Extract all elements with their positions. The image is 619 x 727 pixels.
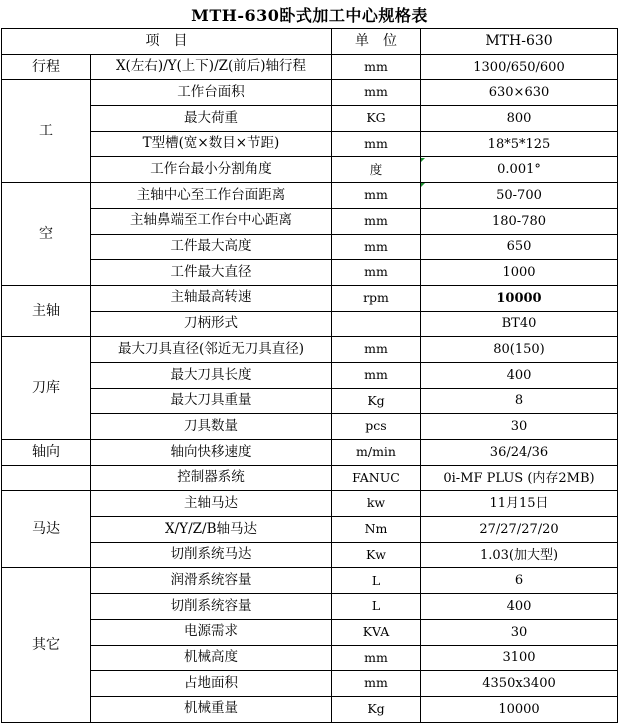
table-row: [2, 131, 618, 157]
unit-cell: mm: [332, 131, 421, 157]
value-cell: 650: [421, 234, 618, 260]
value-cell: 10000: [421, 285, 618, 311]
table-header-row: [2, 29, 618, 55]
value-cell: 800: [421, 106, 618, 132]
item-cell: 工件最大直径: [91, 260, 332, 286]
value-cell: 0.001°: [421, 157, 618, 183]
item-cell: T型槽(宽×数目×节距): [91, 131, 332, 157]
unit-cell: mm: [332, 54, 421, 80]
category-cell: 工: [2, 80, 91, 183]
item-cell: 工作台最小分割角度: [91, 157, 332, 183]
item-cell: 刀柄形式: [91, 311, 332, 337]
value-cell: 50-700: [421, 183, 618, 209]
value-cell: 400: [421, 594, 618, 620]
value-cell: 8: [421, 388, 618, 414]
header-model: MTH-630: [421, 29, 618, 55]
category-cell: 马达: [2, 491, 91, 568]
item-cell: 主轴鼻端至工作台中心距离: [91, 208, 332, 234]
item-cell: 最大刀具长度: [91, 362, 332, 388]
unit-cell: Kg: [332, 388, 421, 414]
category-cell: 空: [2, 183, 91, 286]
item-cell: X/Y/Z/B轴马达: [91, 517, 332, 543]
unit-cell: mm: [332, 362, 421, 388]
table-row: [2, 645, 618, 671]
unit-cell: KG: [332, 106, 421, 132]
spec-table: [1, 28, 618, 723]
unit-cell: [332, 311, 421, 337]
table-row: [2, 106, 618, 132]
value-cell: 80(150): [421, 337, 618, 363]
value-cell: 180-780: [421, 208, 618, 234]
table-row: [2, 517, 618, 543]
table-row: [2, 183, 618, 209]
category-cell: 刀库: [2, 337, 91, 440]
category-cell: 其它: [2, 568, 91, 722]
unit-cell: pcs: [332, 414, 421, 440]
unit-cell: kw: [332, 491, 421, 517]
value-cell: 10000: [421, 696, 618, 722]
unit-cell: rpm: [332, 285, 421, 311]
table-row: [2, 234, 618, 260]
item-cell: 工作台面积: [91, 80, 332, 106]
table-row: [2, 619, 618, 645]
table-row: [2, 568, 618, 594]
item-cell: 最大刀具直径(邻近无刀具直径): [91, 337, 332, 363]
table-row: [2, 80, 618, 106]
item-cell: 最大刀具重量: [91, 388, 332, 414]
cell-comment-marker: [421, 158, 425, 162]
table-row: [2, 54, 618, 80]
unit-cell: mm: [332, 260, 421, 286]
table-row: [2, 311, 618, 337]
unit-cell: mm: [332, 80, 421, 106]
item-cell: 机械高度: [91, 645, 332, 671]
value-cell: 6: [421, 568, 618, 594]
header-unit: 单 位: [332, 29, 421, 55]
item-cell: 控制器系统: [91, 465, 332, 491]
unit-cell: m/min: [332, 440, 421, 466]
category-cell: [2, 465, 91, 491]
unit-cell: 度: [332, 157, 421, 183]
unit-cell: Kg: [332, 696, 421, 722]
item-cell: 工件最大高度: [91, 234, 332, 260]
unit-cell: mm: [332, 337, 421, 363]
value-cell: 1.03(加大型): [421, 542, 618, 568]
value-cell: 3100: [421, 645, 618, 671]
value-cell: 18*5*125: [421, 131, 618, 157]
table-row: [2, 542, 618, 568]
unit-cell: mm: [332, 234, 421, 260]
cell-comment-marker: [421, 183, 425, 187]
value-cell: 0i-MF PLUS (内存2MB): [421, 465, 618, 491]
category-cell: 轴向: [2, 440, 91, 466]
table-row: [2, 696, 618, 722]
unit-cell: mm: [332, 208, 421, 234]
value-cell: 30: [421, 619, 618, 645]
value-cell: 36/24/36: [421, 440, 618, 466]
value-cell: 11月15日: [421, 491, 618, 517]
item-cell: 占地面积: [91, 671, 332, 697]
table-row: [2, 465, 618, 491]
unit-cell: Nm: [332, 517, 421, 543]
sheet-title: MTH-630卧式加工中心规格表: [191, 5, 428, 25]
item-cell: X(左右)/Y(上下)/Z(前后)轴行程: [91, 54, 332, 80]
table-row: [2, 491, 618, 517]
table-row: [2, 157, 618, 183]
value-cell: 1300/650/600: [421, 54, 618, 80]
item-cell: 主轴马达: [91, 491, 332, 517]
item-cell: 轴向快移速度: [91, 440, 332, 466]
unit-cell: mm: [332, 183, 421, 209]
item-cell: 最大荷重: [91, 106, 332, 132]
item-cell: 切削系统容量: [91, 594, 332, 620]
unit-cell: L: [332, 594, 421, 620]
table-row: [2, 440, 618, 466]
unit-cell: mm: [332, 645, 421, 671]
value-cell: BT40: [421, 311, 618, 337]
table-row: [2, 594, 618, 620]
item-cell: 机械重量: [91, 696, 332, 722]
category-cell: 主轴: [2, 285, 91, 336]
table-row: [2, 208, 618, 234]
value-cell: 4350x3400: [421, 671, 618, 697]
table-row: [2, 337, 618, 363]
table-row: [2, 388, 618, 414]
item-cell: 电源需求: [91, 619, 332, 645]
unit-cell: Kw: [332, 542, 421, 568]
item-cell: 润滑系统容量: [91, 568, 332, 594]
table-row: [2, 260, 618, 286]
item-cell: 主轴中心至工作台面距离: [91, 183, 332, 209]
value-cell: 1000: [421, 260, 618, 286]
value-cell: 630×630: [421, 80, 618, 106]
table-row: [2, 414, 618, 440]
value-cell: 30: [421, 414, 618, 440]
unit-cell: FANUC: [332, 465, 421, 491]
table-row: [2, 285, 618, 311]
table-row: [2, 671, 618, 697]
item-cell: 切削系统马达: [91, 542, 332, 568]
header-item: 项 目: [2, 29, 332, 55]
unit-cell: mm: [332, 671, 421, 697]
table-row: [2, 362, 618, 388]
unit-cell: KVA: [332, 619, 421, 645]
item-cell: 主轴最高转速: [91, 285, 332, 311]
category-cell: 行程: [2, 54, 91, 80]
value-cell: 27/27/27/20: [421, 517, 618, 543]
unit-cell: L: [332, 568, 421, 594]
value-cell: 400: [421, 362, 618, 388]
item-cell: 刀具数量: [91, 414, 332, 440]
